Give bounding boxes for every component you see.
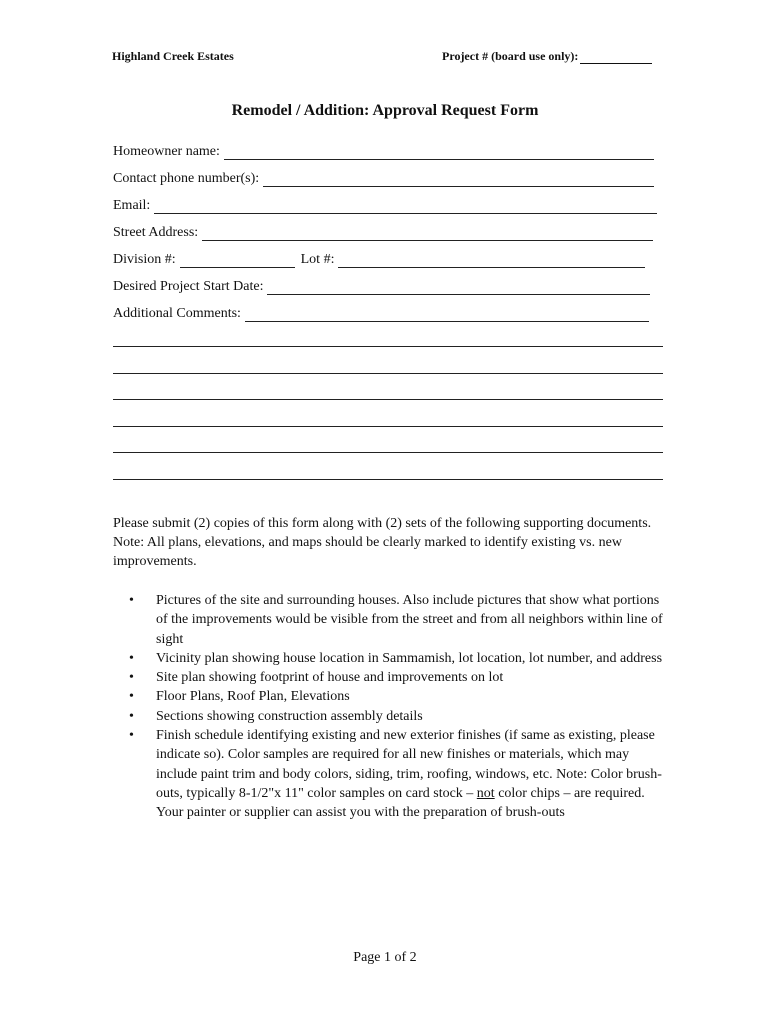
not-emphasis: not: [476, 785, 495, 801]
contact-phone-input[interactable]: [263, 172, 654, 187]
submission-instructions: Please submit (2) copies of this form along with (2) sets of the following supporting documents. Note: All plans, elevations, and maps should be clearly marked to identify existing vs. new improvements.: [113, 516, 652, 569]
list-item: [113, 649, 673, 668]
bullet-icon: •: [129, 689, 134, 705]
comments-line[interactable]: [113, 373, 663, 374]
list-item-text: Site plan showing footprint of house and improvements on lot: [156, 670, 504, 686]
list-item-text: Floor Plans, Roof Plan, Elevations: [156, 689, 350, 705]
list-item: [113, 687, 673, 706]
homeowner-name-input[interactable]: [224, 145, 654, 160]
homeowner-name-label: Homeowner name:: [113, 144, 220, 159]
email-input[interactable]: [154, 199, 657, 214]
list-item-text: Pictures of the site and surrounding houses. Also include pictures that show what portions of the improvements would be visible from the street and from all neighbors within line of sight: [156, 593, 663, 647]
street-address-input[interactable]: [202, 226, 653, 241]
bullet-icon: •: [129, 593, 134, 608]
street-address-field: [113, 225, 653, 241]
additional-comments-field: [113, 306, 649, 322]
finish-schedule-text-end: color chips – are required. Your painter or supplier can assist you with the preparation of brush-outs: [156, 785, 645, 821]
contact-phone-label: Contact phone number(s):: [113, 171, 260, 186]
homeowner-name-field: [113, 144, 654, 160]
project-number-field: [442, 49, 652, 64]
project-number-label: Project # (board use only):: [442, 49, 579, 63]
comments-line[interactable]: [113, 346, 663, 347]
form-title: Remodel / Addition: Approval Request Form: [231, 102, 539, 119]
division-lot-field: [113, 252, 645, 268]
start-date-field: [113, 279, 650, 295]
list-item-text: Vicinity plan showing house location in Sammamish, lot location, lot number, and address: [156, 650, 663, 666]
project-number-input[interactable]: [580, 51, 652, 64]
list-item: [113, 591, 673, 649]
comments-line[interactable]: [113, 452, 663, 453]
requirements-list: [113, 591, 673, 823]
additional-comments-input[interactable]: [245, 307, 649, 322]
lot-input[interactable]: [338, 253, 645, 268]
list-item: [113, 668, 673, 687]
bullet-icon: •: [129, 728, 134, 744]
list-item-text: Sections showing construction assembly details: [156, 708, 423, 724]
page-number: Page 1 of 2: [353, 950, 417, 965]
bullet-icon: •: [129, 708, 134, 724]
additional-comments-label: Additional Comments:: [113, 306, 241, 321]
division-input[interactable]: [180, 253, 295, 268]
org-name: Highland Creek Estates: [112, 49, 234, 63]
comments-line[interactable]: [113, 479, 663, 480]
division-label: Division #:: [113, 252, 176, 267]
list-item: [113, 707, 673, 726]
street-address-label: Street Address:: [113, 225, 199, 240]
finish-schedule-text: Finish schedule identifying existing and new exterior finishes (if same as existing, please indicate so). Color samples are required for all new finishes or materials, which may include paint trim and body colors, siding, trim, roofing, windows, etc. Note: Color brush-outs, typically 8-1/2"x 11" color samples on card stock –: [156, 728, 662, 801]
start-date-label: Desired Project Start Date:: [113, 279, 264, 294]
bullet-icon: •: [129, 650, 134, 666]
email-field: [113, 198, 657, 214]
bullet-icon: •: [129, 670, 134, 686]
start-date-input[interactable]: [267, 280, 650, 295]
lot-label: Lot #:: [300, 252, 335, 267]
contact-phone-field: [113, 171, 654, 187]
email-label: Email:: [113, 198, 151, 213]
comments-line[interactable]: [113, 426, 663, 427]
comments-line[interactable]: [113, 399, 663, 400]
list-item: [113, 726, 673, 822]
